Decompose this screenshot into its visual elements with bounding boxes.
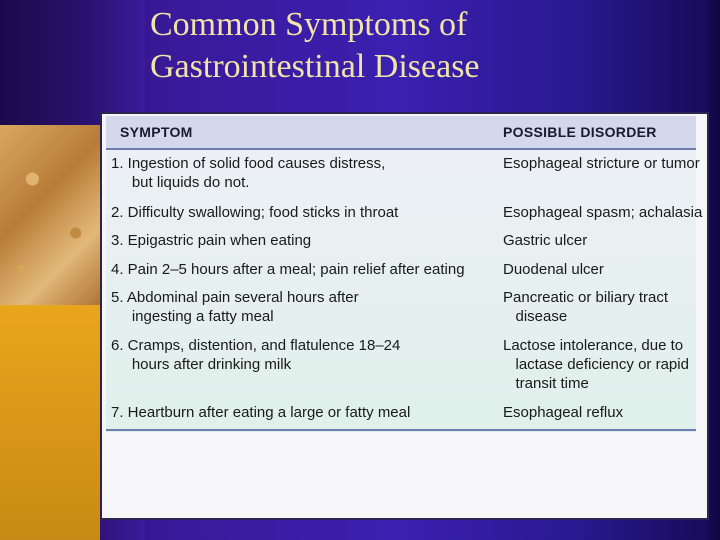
slide-title — [150, 4, 480, 88]
symptom-cell: 1. Ingestion of solid food causes distress, but liquids do not. — [111, 155, 386, 191]
table-bottom-rule — [106, 429, 696, 431]
disorder-cell: Lactose intolerance, due to lactase deficiency or rapid transit time — [503, 337, 689, 392]
disorder-cell: Esophageal reflux — [503, 404, 624, 421]
disorder-cell: Esophageal stricture or tumor — [503, 155, 700, 172]
disorder-cell: Pancreatic or biliary tract disease — [503, 289, 669, 325]
padlock-photo — [0, 125, 108, 305]
symptom-table — [106, 116, 703, 432]
header-possible-disorder: POSSIBLE DISORDER — [503, 124, 657, 140]
disorder-cell: Gastric ulcer — [503, 232, 588, 249]
symptom-cell: 5. Abdominal pain several hours after ingesting a fatty meal — [111, 289, 359, 325]
table-header — [106, 116, 696, 150]
disorder-cell: Duodenal ulcer — [503, 261, 604, 278]
slide-title-line-2: Gastrointestinal Disease — [150, 48, 480, 85]
disorder-cell: Esophageal spasm; achalasia — [503, 204, 703, 221]
symptom-cell: 6. Cramps, distention, and flatulence 18–24 hours after drinking milk — [111, 337, 401, 373]
header-symptom: SYMPTOM — [120, 124, 193, 140]
right-edge-strip — [708, 0, 720, 540]
symptom-cell: 2. Difficulty swallowing; food sticks in throat — [111, 204, 399, 221]
gold-accent-bar — [0, 305, 100, 540]
symptom-cell: 7. Heartburn after eating a large or fatty meal — [111, 404, 411, 421]
symptom-cell: 3. Epigastric pain when eating — [111, 232, 312, 249]
table-panel — [100, 112, 709, 520]
symptom-cell: 4. Pain 2–5 hours after a meal; pain relief after eating — [111, 261, 465, 278]
slide-title-line-1: Common Symptoms of — [150, 6, 468, 43]
